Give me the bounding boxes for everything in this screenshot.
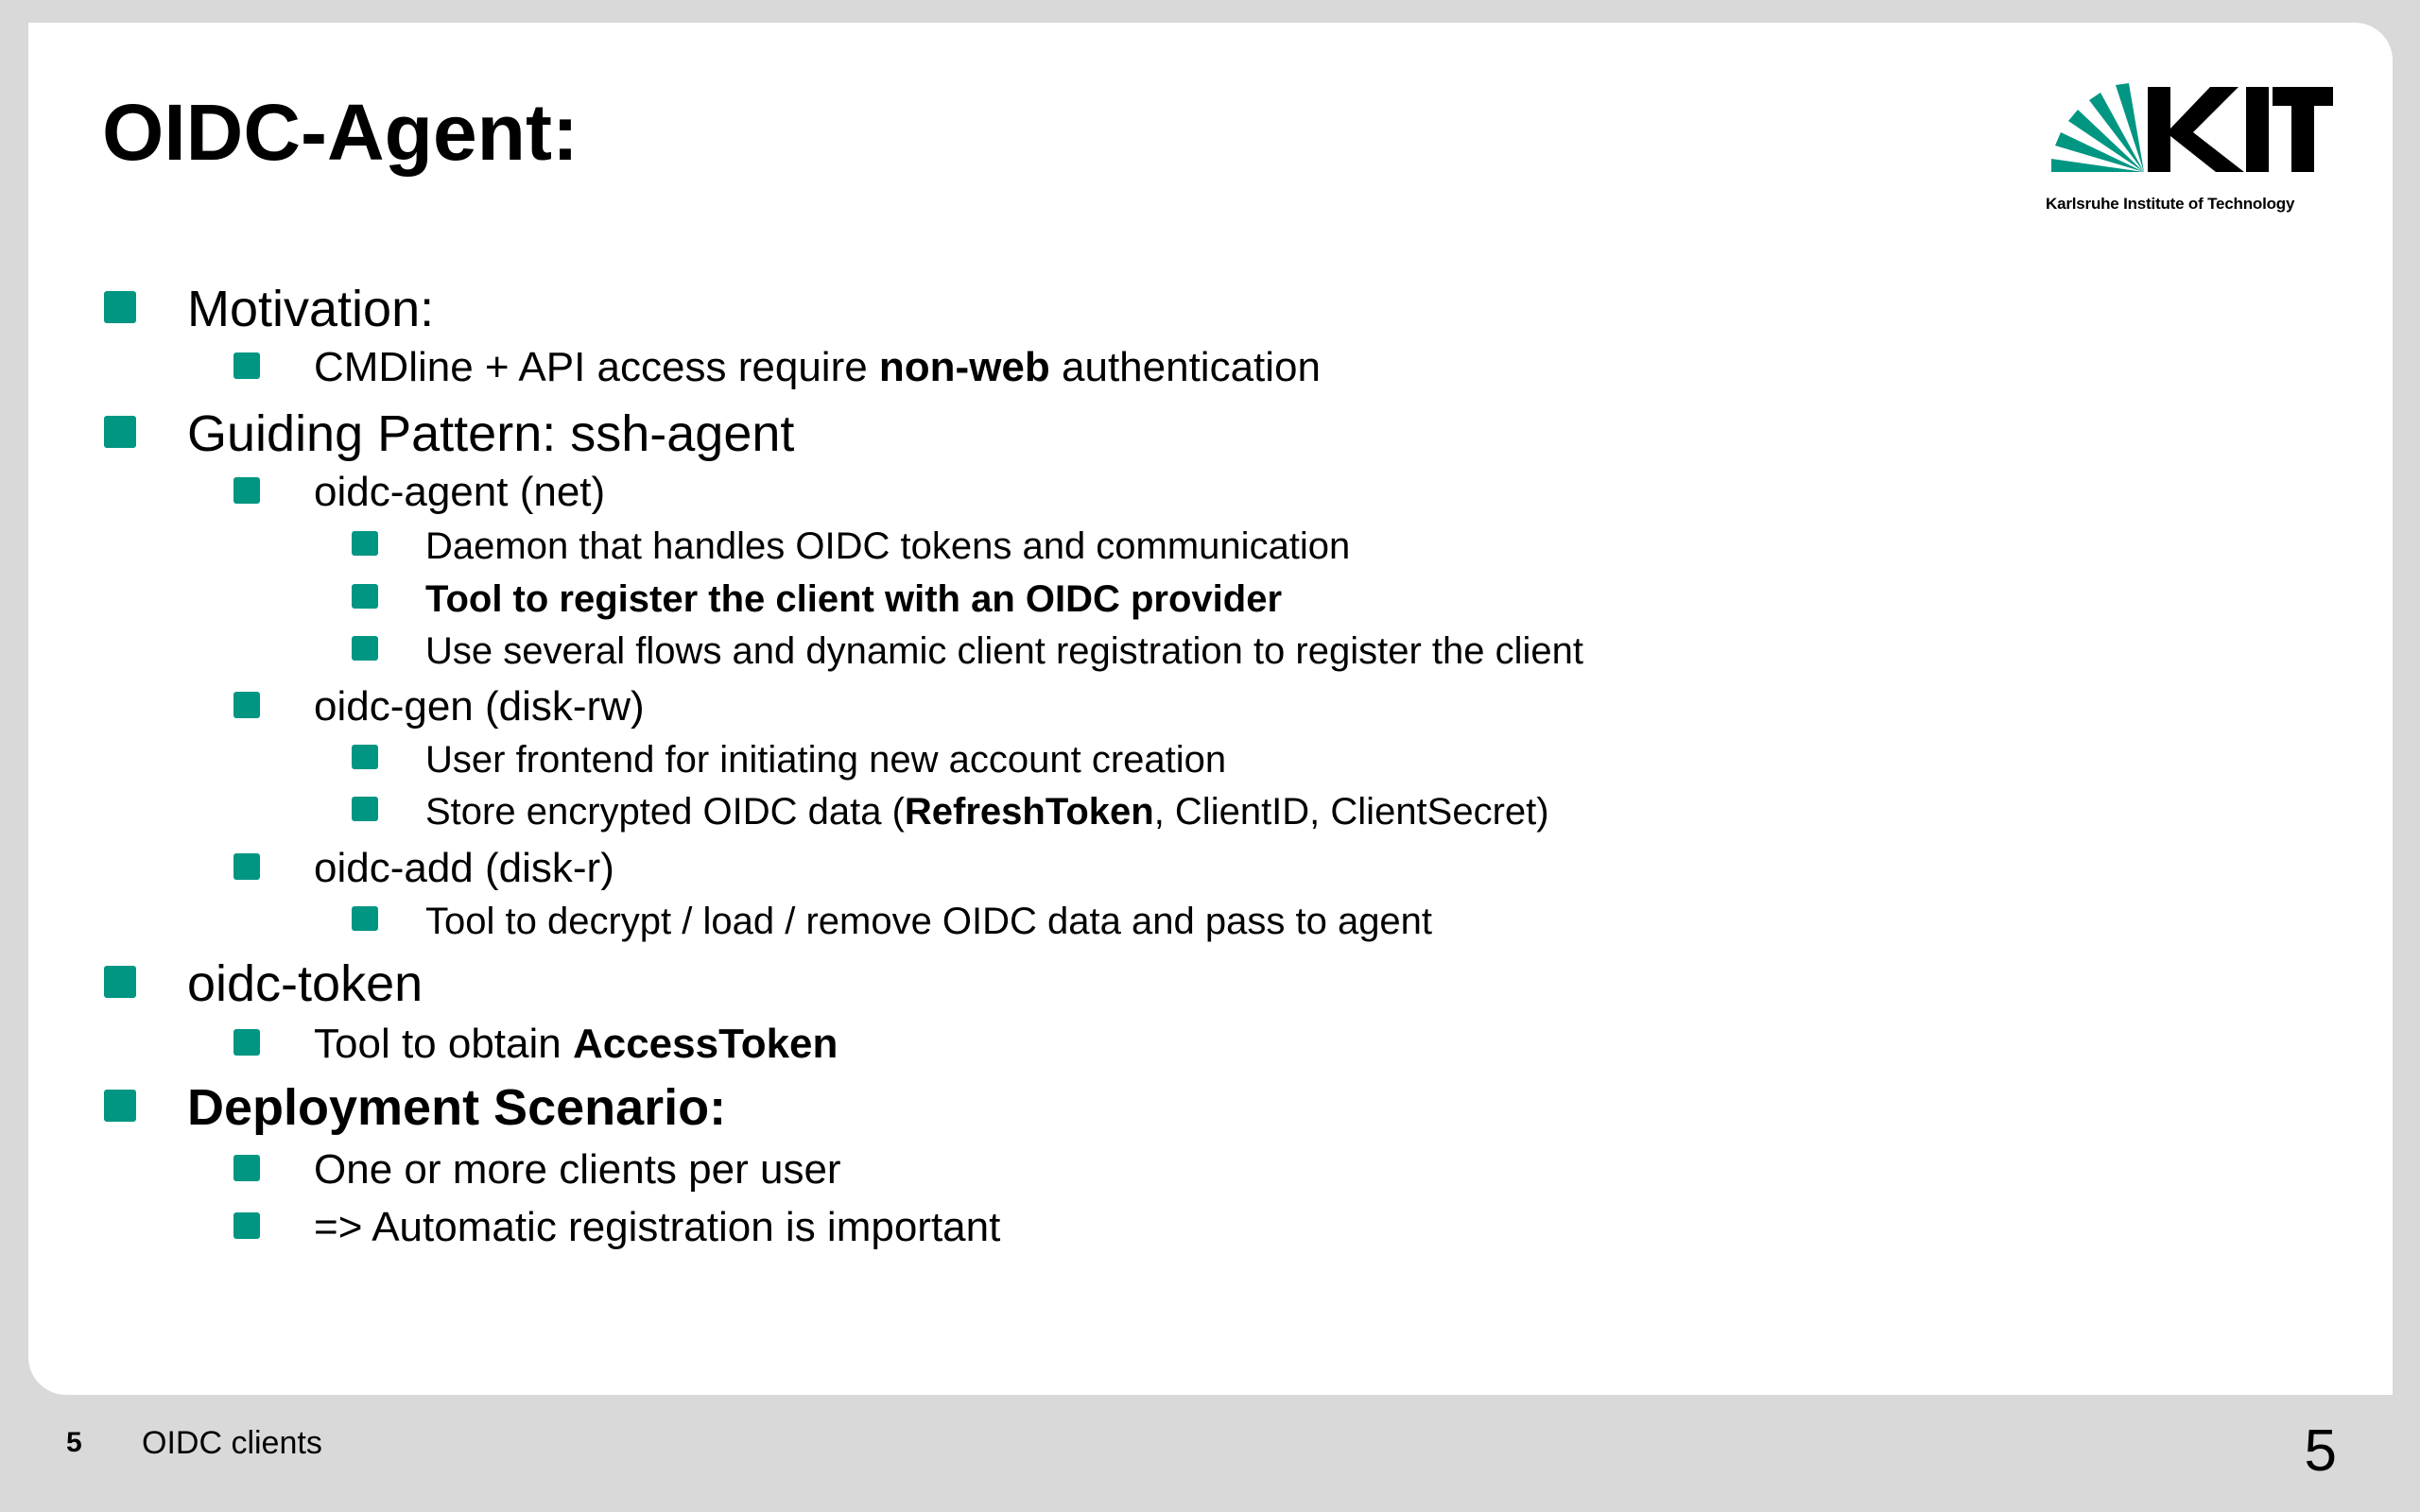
slide <box>28 23 2393 1395</box>
bullet-text-part: => Automatic registration is important <box>314 1204 1001 1250</box>
bullet-list <box>28 23 2393 1395</box>
bullet-text-bold: non-web <box>878 344 1050 390</box>
bullet-text-part: authentication <box>1049 344 1321 390</box>
bullet-text-part: Tool to obtain <box>314 1021 573 1067</box>
logo-caption: Karlsruhe Institute of Technology <box>2046 195 2295 213</box>
bullet-square-icon <box>233 853 260 880</box>
bullet-text-part: User frontend for initiating new account creation <box>425 739 1227 781</box>
bullet-text <box>314 845 614 891</box>
bullet-square-icon <box>233 352 260 379</box>
bullet-text-part: oidc-gen (disk-rw) <box>314 683 645 730</box>
footer-slide-number: 5 <box>66 1427 82 1458</box>
bullet-text-bold: Tool to register the client with an OIDC provider <box>425 578 1283 620</box>
bullet-text <box>314 469 606 515</box>
bullet-text-part: Use several flows and dynamic client registration to register the client <box>425 630 1583 672</box>
bullet-text <box>425 793 1549 831</box>
bullet-square-icon <box>104 291 136 323</box>
bullet-text-part: oidc-add (disk-r) <box>314 845 614 891</box>
bullet-text-part: Guiding Pattern: ssh-agent <box>187 405 795 462</box>
bullet-text <box>187 405 795 462</box>
bullet-text-bold: RefreshToken <box>904 791 1154 833</box>
bullet-text <box>314 683 645 730</box>
bullet-text-part: Store encrypted OIDC data ( <box>425 791 905 833</box>
bullet-square-icon <box>104 966 136 998</box>
bullet-square-icon <box>352 584 378 609</box>
bullet-square-icon <box>352 797 378 821</box>
bullet-text <box>187 281 435 337</box>
bullet-square-icon <box>233 692 260 718</box>
bullet-square-icon <box>104 416 136 448</box>
bullet-text <box>314 344 1321 390</box>
slide-title: OIDC-Agent: <box>102 88 579 177</box>
bullet-text-bold: Deployment Scenario: <box>187 1079 727 1136</box>
bullet-square-icon <box>233 477 260 504</box>
bullet-text <box>425 741 1226 779</box>
bullet-square-icon <box>233 1155 260 1181</box>
bullet-text <box>314 1023 838 1065</box>
bullet-text <box>314 1146 841 1193</box>
bullet-square-icon <box>233 1029 260 1056</box>
bullet-text-bold: AccessToken <box>572 1021 838 1067</box>
bullet-text <box>425 632 1583 670</box>
bullet-text-part: One or more clients per user <box>314 1146 841 1193</box>
bullet-square-icon <box>233 1212 260 1239</box>
bullet-text-part: oidc-agent (net) <box>314 469 606 515</box>
bullet-text <box>314 1204 1001 1250</box>
bullet-text-part: Motivation: <box>187 281 435 337</box>
bullet-square-icon <box>104 1090 136 1122</box>
bullet-square-icon <box>352 906 378 931</box>
bullet-text <box>187 1079 727 1136</box>
bullet-text-part: oidc-token <box>187 955 424 1012</box>
bullet-text-part: CMDline + API access require <box>314 344 879 390</box>
bullet-square-icon <box>352 745 378 769</box>
bullet-text-part: Tool to decrypt / load / remove OIDC data and pass to agent <box>425 901 1433 942</box>
bullet-text <box>425 902 1432 940</box>
bullet-text <box>187 955 424 1012</box>
page-number: 5 <box>2304 1418 2337 1484</box>
bullet-text-part: , ClientID, ClientSecret) <box>1153 791 1549 833</box>
footer-presentation-title: OIDC clients <box>142 1425 322 1461</box>
bullet-text <box>425 580 1282 618</box>
bullet-text <box>425 527 1350 565</box>
bullet-square-icon <box>352 531 378 556</box>
bullet-square-icon <box>352 636 378 661</box>
bullet-text-part: Daemon that handles OIDC tokens and communication <box>425 525 1351 567</box>
